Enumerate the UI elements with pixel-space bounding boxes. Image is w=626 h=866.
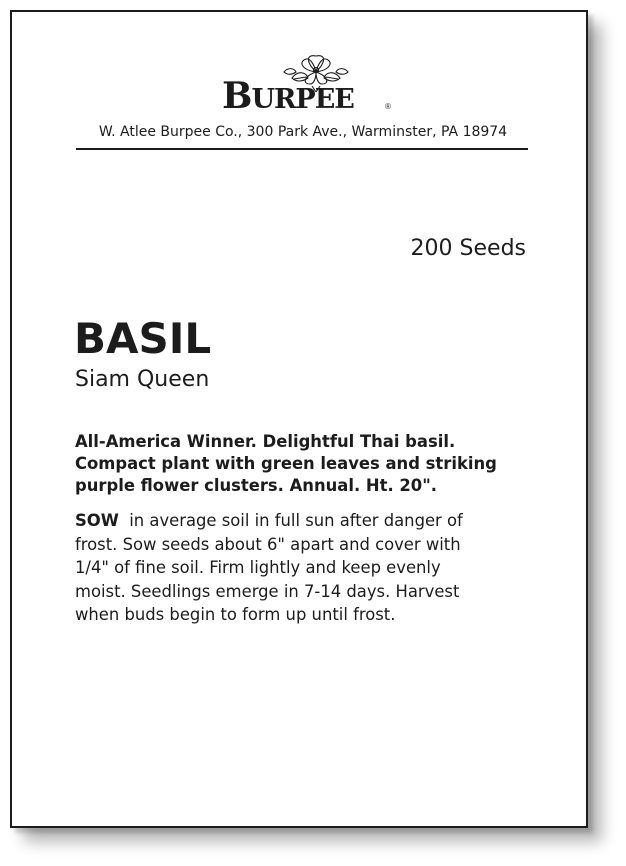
sowing-instructions (75, 509, 545, 627)
brand-first-letter: B (222, 75, 252, 117)
product-description (75, 431, 545, 497)
instruction-line: 1/4" of fine soil. Firm lightly and keep evenly (75, 558, 441, 577)
instruction-line: moist. Seedlings emerge in 7-14 days. Harvest (75, 581, 460, 601)
instruction-line (75, 509, 545, 533)
seed-count: 200 Seeds (410, 236, 526, 261)
instruction-line: when buds begin to form up until frost. (75, 605, 396, 624)
company-address: W. Atlee Burpee Co., 300 Park Ave., Warminster, PA 18974 (98, 124, 508, 140)
description-line: Compact plant with green leaves and striking (75, 454, 497, 473)
seed-packet (10, 10, 588, 828)
instruction-line: frost. Sow seeds about 6" apart and cover with (75, 534, 461, 554)
description-line: All-America Winner. Delightful Thai basil. (75, 432, 456, 451)
instruction-lead: SOW (75, 511, 119, 530)
registered-mark: ® (385, 102, 391, 111)
brand-rest: URPEE (251, 84, 354, 115)
brand-wordmark (222, 75, 354, 117)
instruction-first-line: in average soil in full sun after danger of (118, 511, 463, 530)
description-line: purple flower clusters. Annual. Ht. 20". (75, 476, 437, 495)
product-name: BASIL (74, 314, 212, 363)
header-divider (76, 148, 528, 150)
burpee-logo (222, 52, 392, 116)
product-variety: Siam Queen (75, 367, 210, 392)
